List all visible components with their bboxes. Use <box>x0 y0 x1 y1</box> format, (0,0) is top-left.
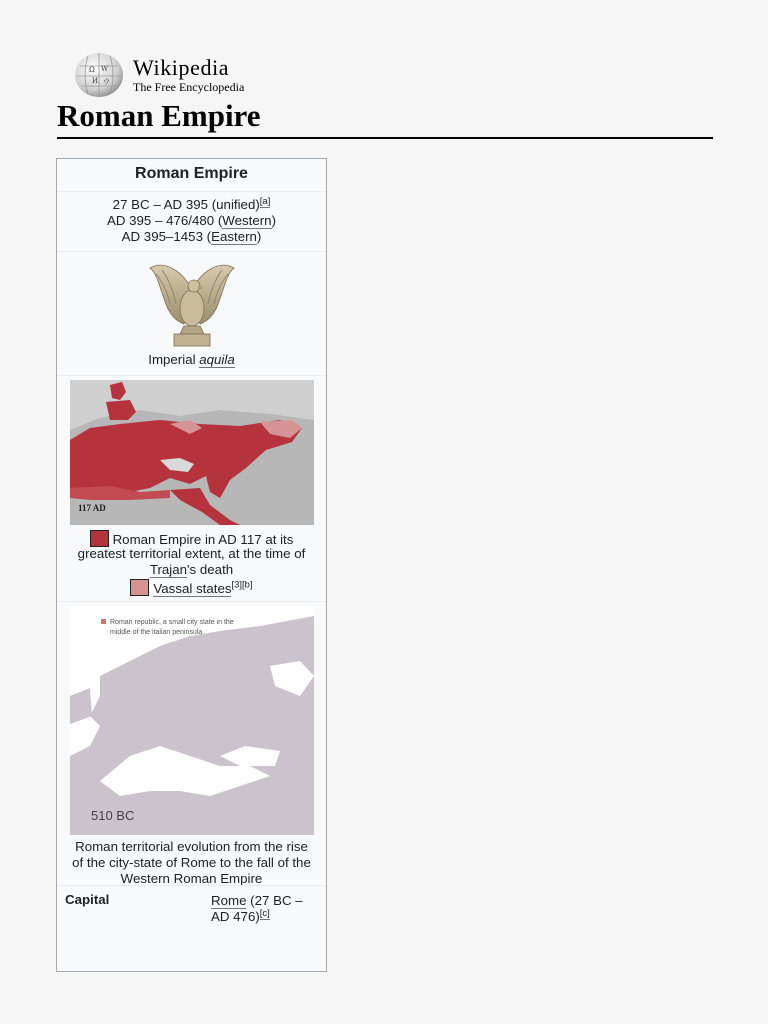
date-line-unified: 27 BC – AD 395 (unified)[a] <box>112 195 271 212</box>
vassal-states-link[interactable]: Vassal states <box>153 581 232 596</box>
evolution-caption-line1: Roman territorial evolution from the rise <box>75 839 308 854</box>
rome-link[interactable]: Rome <box>211 893 247 908</box>
extent-caption-line3: Trajan's death <box>149 562 234 577</box>
date-line-western: AD 395 – 476/480 (Western) <box>106 213 277 228</box>
extent-caption-line2: greatest territorial extent, at the time of <box>77 546 306 561</box>
site-tagline: The Free Encyclopedia <box>133 79 245 94</box>
trajan-link[interactable]: Trajan <box>149 562 188 577</box>
western-link[interactable]: Western <box>222 213 272 228</box>
title-divider <box>57 137 713 139</box>
eastern-link[interactable]: Eastern <box>211 229 257 244</box>
wikipedia-wordmark <box>133 54 245 94</box>
svg-text:Ω: Ω <box>89 66 95 74</box>
wikipedia-logo[interactable] <box>74 52 244 98</box>
infobox <box>56 158 327 972</box>
vassal-legend <box>57 579 326 595</box>
wikipedia-globe-icon <box>74 52 124 98</box>
evolution-legend-line1: Roman republic, a small city state in the <box>109 619 234 626</box>
footnote-a-link[interactable]: [a] <box>259 195 271 207</box>
evolution-caption-line2: of the city-state of Rome to the fall of the <box>72 855 311 870</box>
vassal-color-swatch <box>130 579 149 596</box>
map-year-label: 117 AD <box>77 503 106 513</box>
extent-caption-line1: Roman Empire in AD 117 at its <box>57 530 326 546</box>
date-line-eastern: AD 395–1453 (Eastern) <box>121 229 262 244</box>
capital-label: Capital <box>65 892 110 907</box>
svg-text:W: W <box>101 65 109 73</box>
territorial-evolution-map[interactable] <box>70 606 314 835</box>
infobox-title: Roman Empire <box>135 165 248 182</box>
svg-text:И: И <box>92 77 99 85</box>
svg-text:ウ: ウ <box>103 78 110 86</box>
emblem-caption: Imperial aquila <box>148 352 235 367</box>
infobox-dates <box>57 191 326 251</box>
aquila-link[interactable]: aquila <box>199 352 235 367</box>
aquila-eagle-image[interactable] <box>144 260 240 348</box>
evolution-caption-line3: Western Roman Empire <box>120 871 263 886</box>
evolution-year-label: 510 BC <box>90 808 134 823</box>
empire-color-swatch <box>90 530 109 547</box>
evolution-legend-line2: middle of the italian peninsula <box>109 629 202 636</box>
page-title: Roman Empire <box>57 98 261 133</box>
emblem-section <box>57 251 326 375</box>
capital-row <box>57 885 326 972</box>
evolution-map-section <box>57 601 326 885</box>
extent-map-section <box>57 375 326 601</box>
site-name: Wikipedia <box>133 54 230 80</box>
empire-extent-map[interactable] <box>70 380 314 525</box>
capital-value: Rome (27 BC – AD 476)[c] <box>211 893 303 924</box>
footnote-c-link[interactable]: [c] <box>259 907 270 919</box>
vassal-footnotes[interactable]: [3][b] <box>231 579 253 591</box>
